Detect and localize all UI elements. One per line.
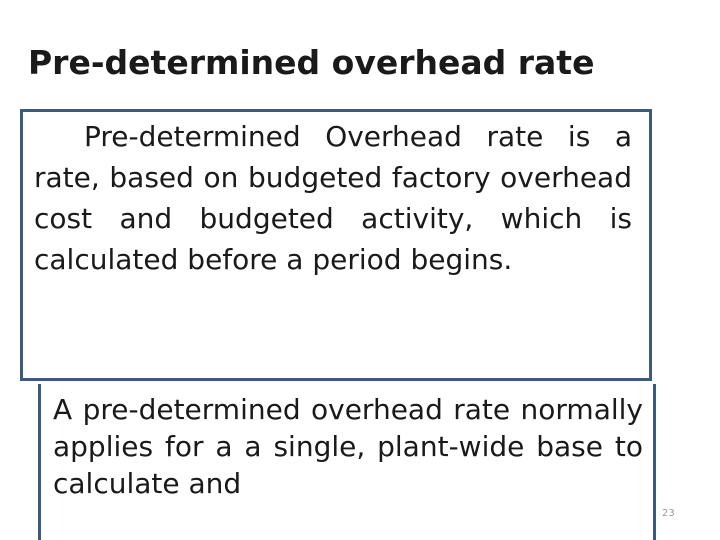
page-number: 23 xyxy=(662,508,675,519)
slide-title: Pre-determined overhead rate xyxy=(28,43,595,82)
definition-text: Pre-determined Overhead rate is a rate, based on budgeted factory overhead cost and budgeted activity, which is calculated before a period begins. xyxy=(34,120,632,276)
note-text: A pre-determined overhead rate normally applies for a a single, plant-wide base to calculate and xyxy=(53,393,643,500)
